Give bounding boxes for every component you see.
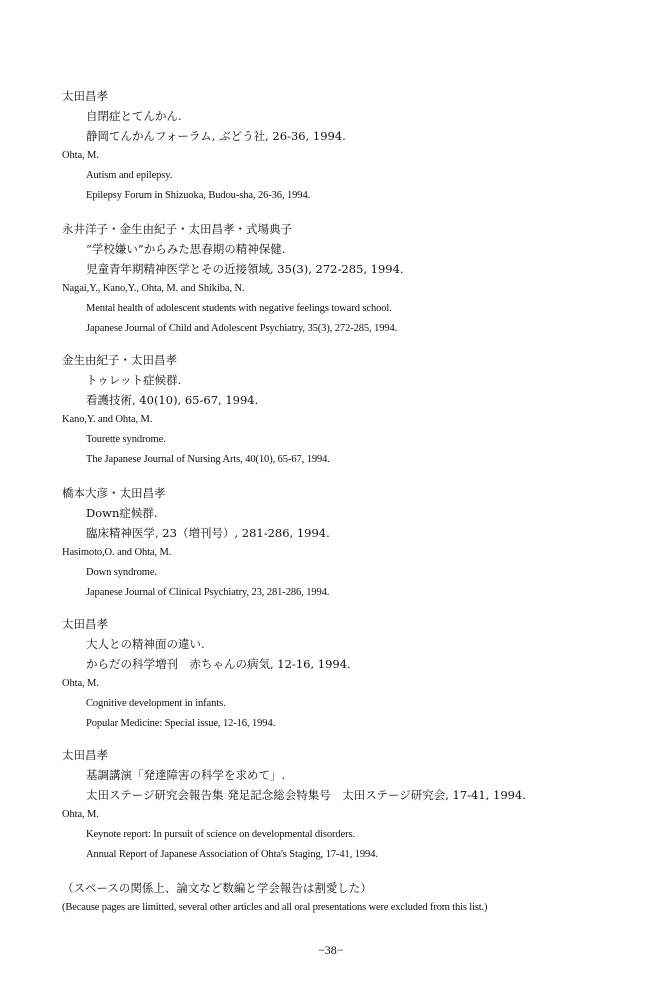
jp-source: 臨床精神医学, 23（増刊号）, 281-286, 1994. [86, 526, 330, 540]
jp-source: 看護技術, 40(10), 65-67, 1994. [86, 393, 259, 407]
reference-entry [62, 745, 652, 865]
jp-source: 太田ステージ研究会報告集 発足記念総会特集号 太田ステージ研究会, 17-41, 1994. [86, 788, 526, 802]
en-source: Popular Medicine: Special issue, 12-16, 1994. [86, 718, 276, 729]
reference-entry [62, 483, 652, 603]
jp-authors: 橋本大彦・太田昌孝 [62, 486, 166, 500]
reference-entry [62, 350, 652, 470]
reference-entry [62, 86, 652, 206]
jp-authors: 永井洋子・金生由紀子・太田昌孝・式場典子 [62, 222, 292, 236]
en-title: Keynote report: In pursuit of science on developmental disorders. [86, 829, 356, 840]
en-authors: Ohta, M. [62, 809, 99, 820]
reference-entry [62, 219, 652, 339]
jp-title: 自閉症とてんかん. [86, 109, 182, 123]
en-title: Mental health of adolescent students with negative feelings toward school. [86, 303, 392, 314]
en-title: Tourette syndrome. [86, 434, 166, 445]
jp-authors: 太田昌孝 [62, 748, 108, 762]
jp-title: “学校嫌い”からみた思春期の精神保健. [86, 242, 286, 256]
jp-source: からだの科学増刊 赤ちゃんの病気, 12-16, 1994. [86, 657, 351, 671]
jp-title: トゥレット症候群. [86, 373, 182, 387]
en-authors: Hasimoto,O. and Ohta, M. [62, 547, 172, 558]
jp-source: 児童青年期精神医学とその近接領域, 35(3), 272-285, 1994. [86, 262, 404, 276]
en-authors: Ohta, M. [62, 150, 99, 161]
omission-note-jp: （スペースの関係上、論文など数編と学会報告は割愛した） [62, 881, 372, 895]
jp-authors: 太田昌孝 [62, 89, 108, 103]
jp-authors: 金生由紀子・太田昌孝 [62, 353, 177, 367]
en-source: The Japanese Journal of Nursing Arts, 40(10), 65-67, 1994. [86, 454, 330, 465]
en-authors: Kano,Y. and Ohta, M. [62, 414, 153, 425]
en-source: Annual Report of Japanese Association of Ohta's Staging, 17-41, 1994. [86, 849, 378, 860]
en-authors: Ohta, M. [62, 678, 99, 689]
en-source: Japanese Journal of Clinical Psychiatry, 23, 281-286, 1994. [86, 587, 330, 598]
jp-title: 大人との精神面の違い. [86, 637, 205, 651]
jp-title: 基調講演「発達障害の科学を求めて」. [86, 768, 286, 782]
en-authors: Nagai,Y., Kano,Y., Ohta, M. and Shikiba, N. [62, 283, 245, 294]
jp-authors: 太田昌孝 [62, 617, 108, 631]
en-title: Cognitive development in infants. [86, 698, 226, 709]
en-source: Epilepsy Forum in Shizuoka, Budou-sha, 26-36, 1994. [86, 190, 311, 201]
jp-title: Down症候群. [86, 506, 158, 520]
en-title: Autism and epilepsy. [86, 170, 173, 181]
jp-source: 静岡てんかんフォーラム, ぶどう社, 26-36, 1994. [86, 129, 346, 143]
omission-note [62, 878, 652, 918]
omission-note-en: (Because pages are limitted, several other articles and all oral presentations were excluded from this list.) [62, 902, 488, 913]
page-number: −38− [318, 943, 344, 957]
reference-entry [62, 614, 652, 734]
en-title: Down syndrome. [86, 567, 157, 578]
en-source: Japanese Journal of Child and Adolescent Psychiatry, 35(3), 272-285, 1994. [86, 323, 398, 334]
